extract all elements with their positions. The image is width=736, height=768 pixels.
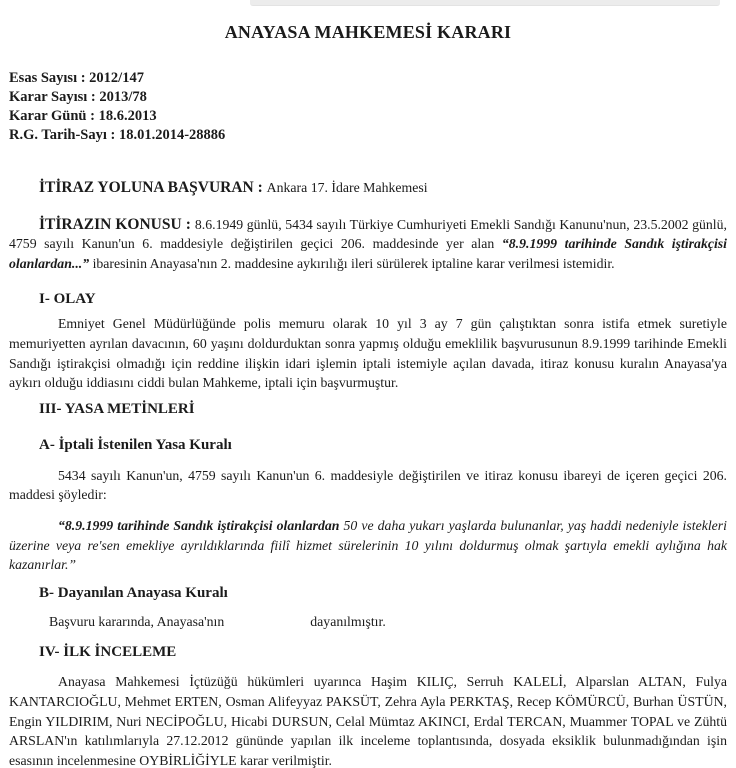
dayanak-text-start: Başvuru kararında, Anayasa'nın [49, 613, 225, 629]
quoted-law-rest: 50 ve daha yukarı yaşlarda bulunanlar, yaş haddi nedeniyle istekleri üzerine veya re'sen emekliye ayrıldıklarında fiilî hizmet sürelerinin 10 yılını doldurmuş olmak şartıyla emekli aylığına hak kazanırlar.” [9, 517, 727, 573]
dayanak-paragraph [9, 612, 727, 632]
yasa-intro-paragraph: 5434 sayılı Kanun'un, 4759 sayılı Kanun'un 6. maddesiyle değiştirilen ve itiraz konusu ibareyi de içeren geçici 206. maddesi şöyledir: [9, 467, 727, 503]
scrollbar-remnant-bar [250, 0, 720, 6]
subject-quoted-phrase: “8.9.1999 tarihinde Sandık iştirakçisi olanlardan...” [9, 236, 727, 271]
case-metadata [9, 69, 727, 145]
meta-line-esas-sayisi: Esas Sayısı : 2012/147 [9, 70, 144, 86]
meta-line-rg-tarih-sayi: R.G. Tarih-Sayı : 18.01.2014-28886 [9, 127, 226, 143]
section-heading-yasa-metinleri: III- YASA METİNLERİ [39, 400, 195, 417]
applicant-value: Ankara 17. İdare Mahkemesi [266, 180, 428, 195]
ilk-inceleme-paragraph: Anayasa Mahkemesi İçtüzüğü hükümleri uyarınca Haşim KILIÇ, Serruh KALELİ, Alparslan ALTAN, Fulya KANTARCIOĞLU, Mehmet ERTEN, Osman Alifeyyaz PAKSÜT, Zehra Ayla PERKTAŞ, Recep KÖMÜRCÜ, Burhan ÜSTÜN, Engin YILDIRIM, Nuri NECİPOĞLU, Hicabi DURSUN, Celal Mümtaz AKINCI, Erdal TERCAN, Muammer TOPAL ve Zühtü ARSLAN'ın katılımlarıyla 27.12.2012 gününde yapılan ilk inceleme toplantısında, dosyada eksiklik bulunmadığından işin esasının incelenmesine OYBİRLİĞİYLE karar verilmiştir. [9, 674, 727, 768]
subject-text-before-quote: 8.6.1949 günlü, 5434 sayılı Türkiye Cumhuriyeti Emekli Sandığı Kanunu'nun, 23.5.2002 günlü, 4759 sayılı Kanun'un 6. maddesiyle değiştirilen geçici 206. maddesinde yer alan [9, 216, 727, 252]
section-heading-ilk-inceleme: IV- İLK İNCELEME [39, 644, 177, 661]
document-title: ANAYASA MAHKEMESİ KARARI [224, 22, 512, 42]
quoted-law-paragraph [9, 516, 727, 575]
applicant-label: İTİRAZ YOLUNA BAŞVURAN : [39, 179, 267, 196]
section-heading-olay: I- OLAY [39, 291, 96, 308]
meta-line-karar-gunu: Karar Günü : 18.6.2013 [9, 108, 157, 124]
subsection-heading-dayanilan: B- Dayanılan Anayasa Kuralı [39, 584, 228, 601]
subsection-heading-iptali-istenilen: A- İptali İstenilen Yasa Kuralı [39, 436, 232, 453]
dayanak-text-end: dayanılmıştır. [310, 613, 386, 629]
applicant-paragraph [9, 178, 727, 198]
quoted-law-lead: “8.9.1999 tarihinde Sandık iştirakçisi olanlardan [58, 517, 344, 533]
olay-paragraph: Emniyet Genel Müdürlüğünde polis memuru olarak 10 yıl 3 ay 7 gün çalıştıktan sonra istifa etmek suretiyle memuriyetten ayrılan davacının, 60 yaşını doldurduktan sonra yapmış olduğu emeklilik başvurusunun 8.9.1999 tarihinde Emekli Sandığı iştirakçisi olmadığı için reddine ilişkin idari işlemin iptali istemiyle açılan davada, itiraz konusu kuralın Anayasa'ya aykırı olduğu iddiasını ciddi bulan Mahkeme, iptali için başvurmuştur. [9, 316, 727, 391]
subject-text-after-quote: ibaresinin Anayasa'nın 2. maddesine aykırılığı ileri sürülerek iptaline karar verilmesi istemidir. [89, 255, 615, 271]
subject-paragraph [9, 215, 727, 274]
subject-label: İTİRAZIN KONUSU : [39, 215, 195, 233]
meta-line-karar-sayisi: Karar Sayısı : 2013/78 [9, 89, 147, 105]
